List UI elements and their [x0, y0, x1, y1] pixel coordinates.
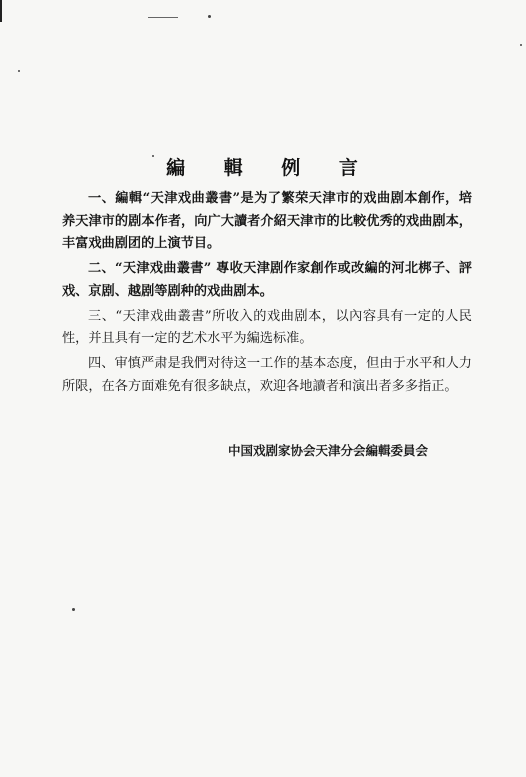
editorial-committee-signature: 中国戏剧家协会天津分会編輯委員会 — [228, 443, 429, 458]
paragraph-4: 四、审慎严肃是我們对待这一工作的基本态度，但由于水平和人力所限，在各方面难免有很多缺点，欢迎各地讀者和演出者多多指正。 — [62, 356, 472, 394]
scan-speck — [208, 15, 211, 18]
preface-body — [62, 188, 472, 401]
scan-speck — [520, 44, 522, 46]
scan-speck — [18, 70, 20, 72]
paragraph-2: 二、“天津戏曲叢書” 專收天津剧作家創作或改編的河北梆子、評戏、京剧、越剧等剧种的戏曲剧本。 — [62, 261, 472, 299]
scan-edge-mark — [0, 0, 2, 22]
scan-speck — [72, 608, 75, 611]
page-title: 編 輯 例 言 — [166, 156, 374, 179]
paragraph-3: 三、“天津戏曲叢書”所收入的戏曲剧本，以內容具有一定的人民性，并且具有一定的艺术水平为編选标准。 — [62, 308, 472, 346]
scan-artifact-dash — [148, 17, 178, 18]
paragraph-1: 一、編輯“天津戏曲叢書”是为了繁荣天津市的戏曲剧本創作，培养天津市的剧本作者，向广大讀者介紹天津市的比較优秀的戏曲剧本，丰富戏曲剧团的上演节目。 — [62, 191, 472, 251]
